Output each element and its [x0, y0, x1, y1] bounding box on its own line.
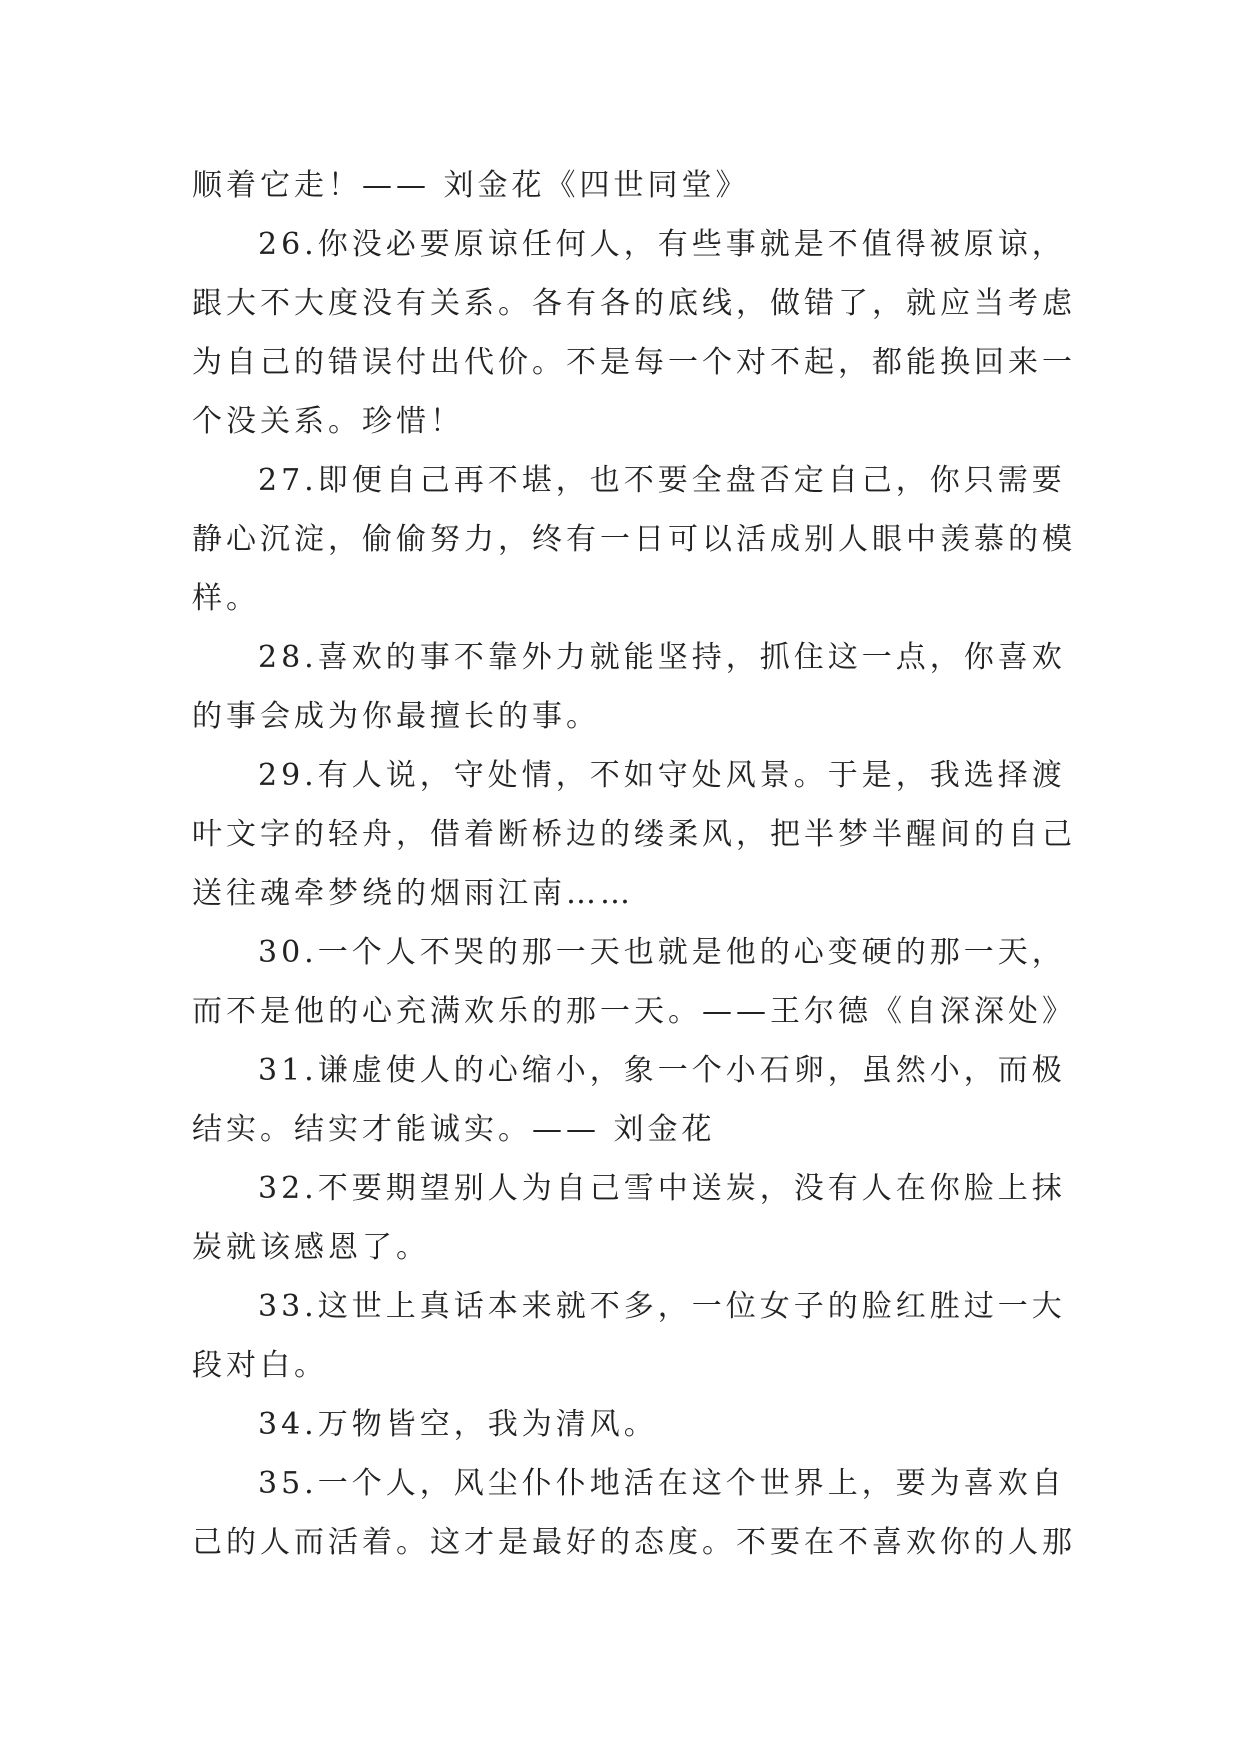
paragraph-35: [192, 1454, 1092, 1572]
text-line: 的事会成为你最擅长的事。: [192, 699, 600, 734]
text-line: 叶文字的轻舟，借着断桥边的缕柔风，把半梦半醒间的自己: [192, 817, 1076, 852]
paragraph-26: [192, 215, 1092, 451]
text-line: 32.不要期望别人为自己雪中送炭，没有人在你脸上抹: [258, 1171, 1066, 1206]
text-line: 30.一个人不哭的那一天也就是他的心变硬的那一天，: [258, 935, 1066, 970]
text-line: 顺着它走！—— 刘金花《四世同堂》: [192, 168, 750, 203]
paragraph-34: [192, 1395, 1092, 1454]
text-line: 33.这世上真话本来就不多，一位女子的脸红胜过一大: [258, 1289, 1066, 1324]
text-line: 26.你没必要原谅任何人，有些事就是不值得被原谅，: [258, 227, 1066, 262]
text-line: 35.一个人，风尘仆仆地活在这个世界上，要为喜欢自: [258, 1466, 1066, 1501]
text-line: 29.有人说，守处情，不如守处风景。于是，我选择渡: [258, 758, 1066, 793]
text-line: 跟大不大度没有关系。各有各的底线，做错了，就应当考虑: [192, 286, 1076, 321]
paragraph-25-continued: [192, 156, 1092, 215]
text-line: 样。: [192, 581, 260, 616]
text-line: 个没关系。珍惜！: [192, 404, 464, 439]
text-line: 34.万物皆空，我为清风。: [258, 1407, 658, 1442]
text-line: 送往魂牵梦绕的烟雨江南……: [192, 876, 634, 911]
text-line: 28.喜欢的事不靠外力就能坚持，抓住这一点，你喜欢: [258, 640, 1066, 675]
text-line: 段对白。: [192, 1348, 328, 1383]
text-line: 而不是他的心充满欢乐的那一天。——王尔德《自深深处》: [192, 994, 1076, 1029]
text-line: 静心沉淀，偷偷努力，终有一日可以活成别人眼中羡慕的模: [192, 522, 1076, 557]
text-line: 31.谦虚使人的心缩小，象一个小石卵，虽然小，而极: [258, 1053, 1066, 1088]
document-body: [192, 156, 1092, 1572]
paragraph-31: [192, 1041, 1092, 1159]
text-line: 结实。结实才能诚实。—— 刘金花: [192, 1112, 716, 1147]
paragraph-30: [192, 923, 1092, 1041]
paragraph-32: [192, 1159, 1092, 1277]
text-line: 己的人而活着。这才是最好的态度。不要在不喜欢你的人那: [192, 1525, 1076, 1560]
paragraph-33: [192, 1277, 1092, 1395]
paragraph-28: [192, 628, 1092, 746]
paragraph-29: [192, 746, 1092, 923]
text-line: 27.即便自己再不堪，也不要全盘否定自己，你只需要: [258, 463, 1066, 498]
text-line: 为自己的错误付出代价。不是每一个对不起，都能换回来一: [192, 345, 1076, 380]
text-line: 炭就该感恩了。: [192, 1230, 430, 1265]
paragraph-27: [192, 451, 1092, 628]
